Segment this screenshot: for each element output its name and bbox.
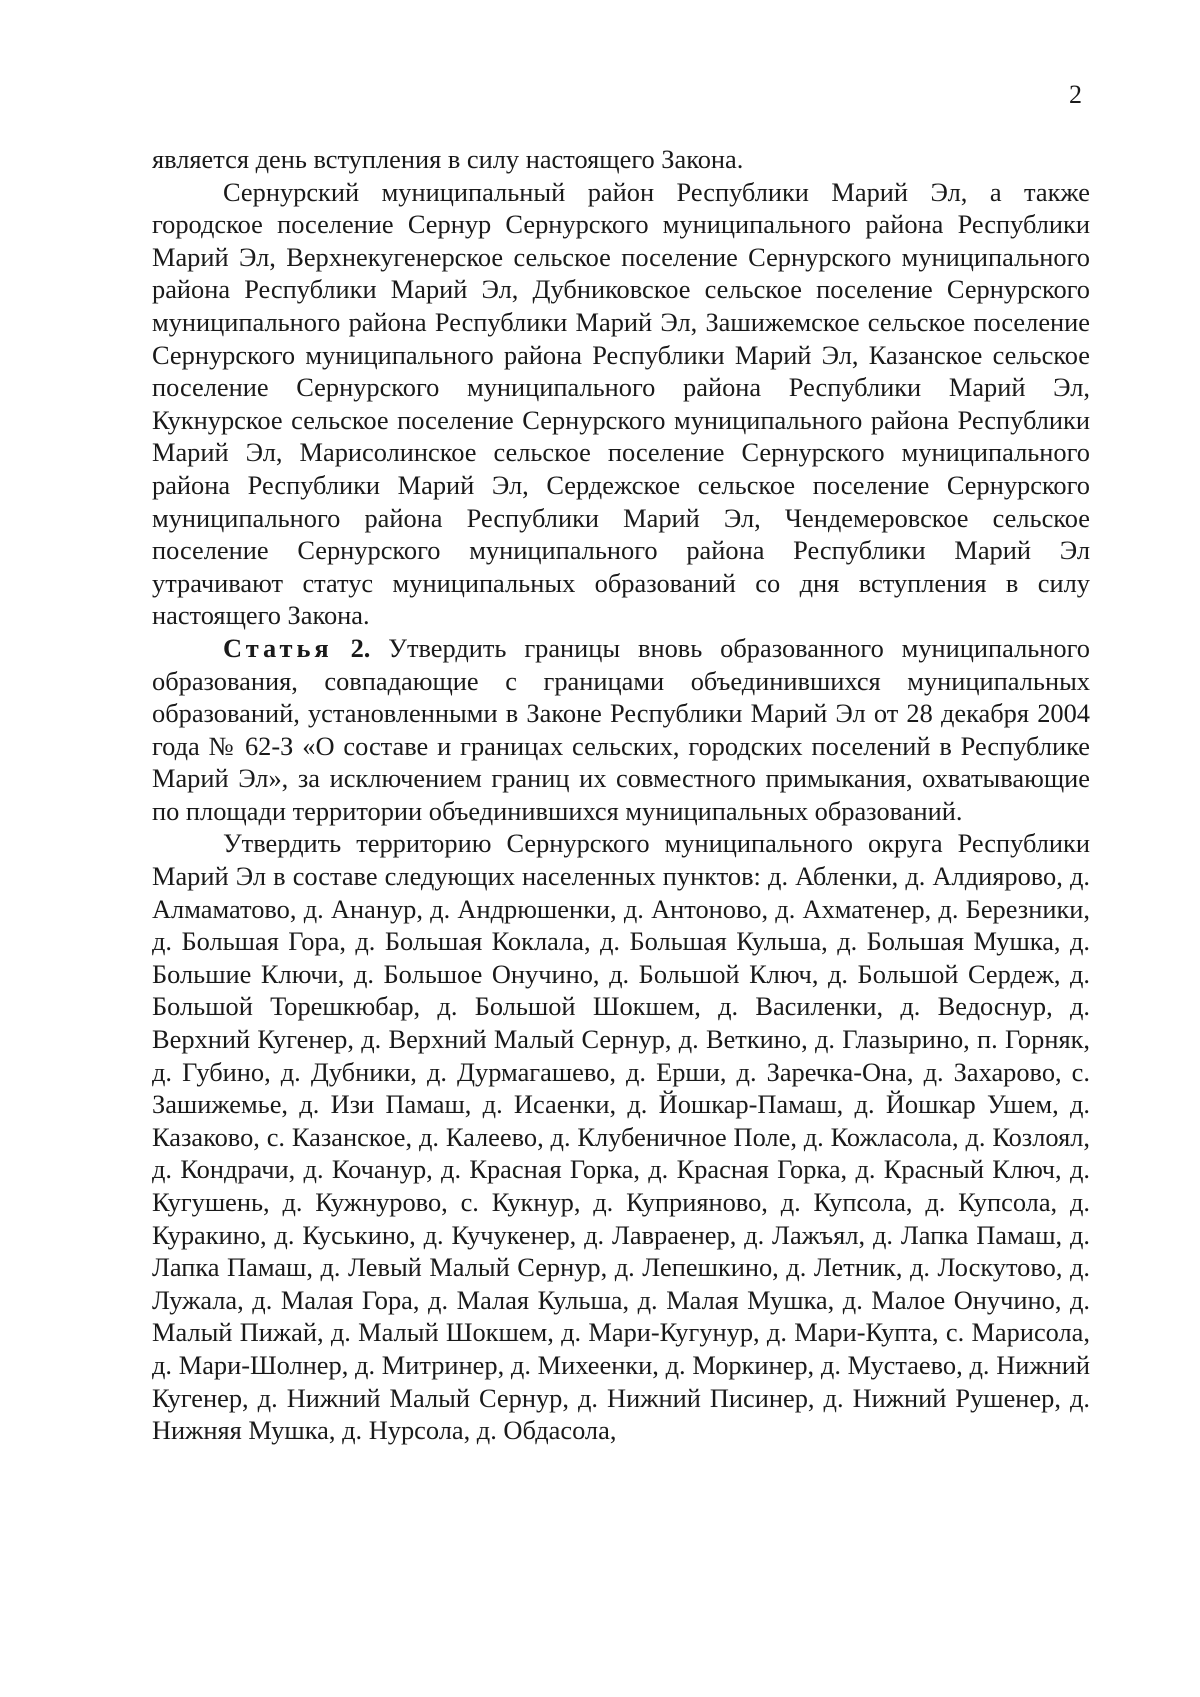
paragraph-status-loss: Сернурский муниципальный район Республики Марий Эл, а также городское поселение Сернур Сернурского муниципального района Республики Марий Эл, Верхнекугенерское сельское поселение Сернурского муниципального района Республики Марий Эл, Дубниковское сельское поселение Сернурского муниципального района Республики Марий Эл, Зашижемское сельское поселение Сернурского муниципального района Республики Марий Эл, Казанское сельское поселение Сернурского муниципального района Республики Марий Эл, Кукнурское сельское поселение Сернурского муниципального района Республики Марий Эл, Марисолинское сельское поселение Сернурского муниципального района Республики Марий Эл, Сердежское сельское поселение Сернурского муниципального района Республики Марий Эл, Чендемеровское сельское поселение Сернурского муниципального района Республики Марий Эл утрачивают статус муниципальных образований со дня вступления в силу настоящего Закона. — [152, 176, 1090, 631]
page-number: 2 — [1069, 80, 1082, 109]
paragraph-territory: Утвердить территорию Сернурского муниципального округа Республики Марий Эл в составе следующих населенных пунктов: д. Абленки, д. Алдиярово, д. Алмаматово, д. Ананур, д. Андрюшенки, д. Антоново, д. Ахматенер, д. Березники, д. Большая Гора, д. Большая Коклала, д. Большая Кульша, д. Большая Мушка, д. Большие Ключи, д. Большое Онучино, д. Большой Ключ, д. Большой Сердеж, д. Большой Торешкюбар, д. Большой Шокшем, д. Василенки, д. Ведоснур, д. Верхний Кугенер, д. Верхний Малый Сернур, д. Веткино, д. Глазырино, п. Горняк, д. Губино, д. Дубники, д. Дурмагашево, д. Ерши, д. Заречка-Она, д. Захарово, с. Зашижемье, д. Изи Памаш, д. Исаенки, д. Йошкар-Памаш, д. Йошкар Ушем, д. Казаково, с. Казанское, д. Калеево, д. Клубеничное Поле, д. Кожласола, д. Козлоял, д. Кондрачи, д. Кочанур, д. Красная Горка, д. Красная Горка, д. Красный Ключ, д. Кугушень, д. Кужнурово, с. Кукнур, д. Куприяново, д. Купсола, д. Купсола, д. Куракино, д. Куськино, д. Кучукенер, д. Лавраенер, д. Лажъял, д. Лапка Памаш, д. Лапка Памаш, д. Левый Малый Сернур, д. Лепешкино, д. Летник, д. Лоскутово, д. Лужала, д. Малая Гора, д. Малая Кульша, д. Малая Мушка, д. Малое Онучино, д. Малый Пижай, д. Малый Шокшем, д. Мари-Кугунур, д. Мари-Купта, с. Марисола, д. Мари-Шолнер, д. Митринер, д. Михеенки, д. Моркинер, д. Мустаево, д. Нижний Кугенер, д. Нижний Малый Сернур, д. Нижний Писинер, д. Нижний Рушенер, д. Нижняя Мушка, д. Нурсола, д. Обдасола, — [152, 828, 1090, 1446]
document-body — [152, 143, 1090, 1447]
paragraph-continuation: является день вступления в силу настоящего Закона. — [152, 144, 744, 174]
article-2-text: Утвердить границы вновь образованного муниципального образования, совпадающие с границами объединившихся муниципальных образований, установленными в Законе Республики Марий Эл от 28 декабря 2004 года № 62-З «О составе и границах сельских, городских поселений в Республике Марий Эл», за исключением границ их совместного примыкания, охватывающие по площади территории объединившихся муниципальных образований. — [152, 632, 1090, 826]
paragraph-article-2 — [152, 632, 1090, 828]
article-number: 2. — [350, 632, 371, 663]
article-heading: Статья — [223, 632, 333, 663]
